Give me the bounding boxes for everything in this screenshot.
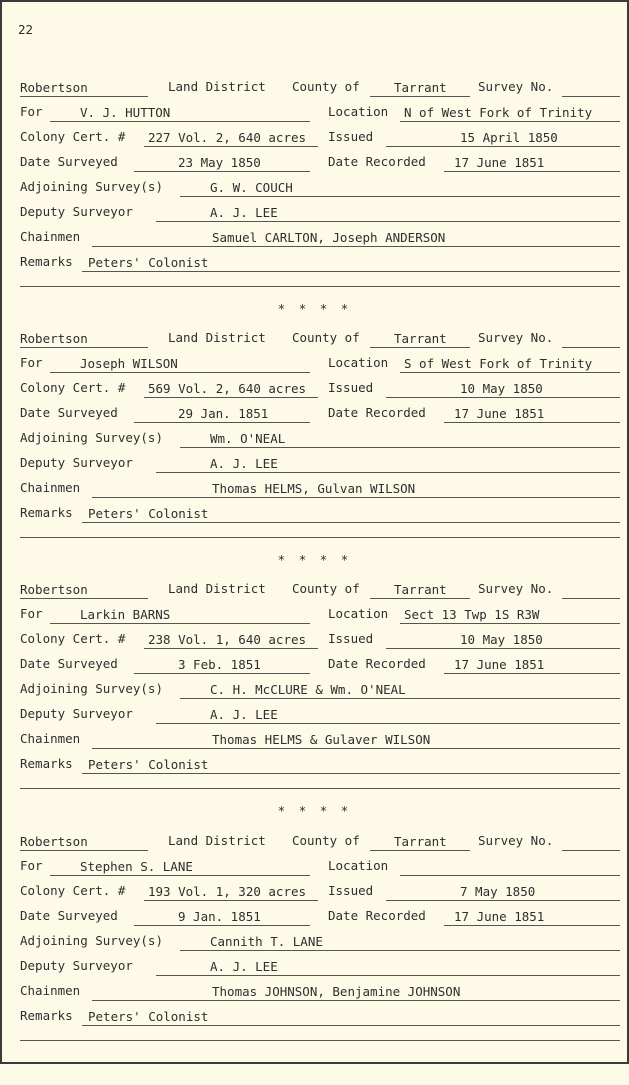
issued-value: 15 April 1850 <box>460 130 558 145</box>
adjoining-row <box>20 933 620 953</box>
deputy-row <box>20 204 620 224</box>
issued-label: Issued <box>328 380 374 395</box>
adjoining-label: Adjoining Survey(s) <box>20 430 163 445</box>
chainmen-label: Chainmen <box>20 229 81 244</box>
issued-value: 10 May 1850 <box>460 381 543 396</box>
issued-value: 7 May 1850 <box>460 884 536 899</box>
adjoining-row <box>20 179 620 199</box>
deputy-row <box>20 958 620 978</box>
remarks-value: Peters' Colonist <box>88 255 209 270</box>
location-label: Location <box>328 104 389 119</box>
cert-value: 227 Vol. 2, 640 acres <box>148 130 307 145</box>
record-separator: * * * * <box>277 803 352 818</box>
cert-value: 569 Vol. 2, 640 acres <box>148 381 307 396</box>
district-row <box>20 330 620 350</box>
adjoining-label: Adjoining Survey(s) <box>20 179 163 194</box>
adjoining-value: Wm. O'NEAL <box>210 431 286 446</box>
for-row <box>20 355 620 375</box>
survey-record <box>2 79 627 331</box>
date-recorded-label: Date Recorded <box>328 154 426 169</box>
remarks-value: Peters' Colonist <box>88 1009 209 1024</box>
adjoining-row <box>20 430 620 450</box>
recorded-value: 17 June 1851 <box>454 657 545 672</box>
location-value: Sect 13 Twp 1S R3W <box>404 607 540 622</box>
record-separator: * * * * <box>277 552 352 567</box>
recorded-value: 17 June 1851 <box>454 406 545 421</box>
county-label: County of <box>292 79 360 94</box>
chainmen-value: Thomas JOHNSON, Benjamine JOHNSON <box>212 984 461 999</box>
dates-row <box>20 908 620 928</box>
remarks-value: Peters' Colonist <box>88 506 209 521</box>
for-label: For <box>20 355 43 370</box>
land-district-label: Land District <box>168 79 266 94</box>
district-row <box>20 833 620 853</box>
chainmen-label: Chainmen <box>20 731 81 746</box>
cert-row <box>20 129 620 149</box>
survey-no-label: Survey No. <box>478 79 554 94</box>
blank-rule <box>20 286 620 287</box>
for-label: For <box>20 858 43 873</box>
for-row <box>20 858 620 878</box>
chainmen-row <box>20 229 620 249</box>
remarks-row <box>20 254 620 274</box>
survey-record <box>2 330 627 582</box>
for-label: For <box>20 606 43 621</box>
date-surveyed-label: Date Surveyed <box>20 154 118 169</box>
blank-rule <box>20 1040 620 1041</box>
district-row <box>20 581 620 601</box>
chainmen-row <box>20 480 620 500</box>
issued-label: Issued <box>328 883 374 898</box>
blank-rule <box>20 788 620 789</box>
recorded-value: 17 June 1851 <box>454 155 545 170</box>
colony-cert-label: Colony Cert. # <box>20 631 126 646</box>
adjoining-row <box>20 681 620 701</box>
deputy-row <box>20 706 620 726</box>
date-recorded-label: Date Recorded <box>328 405 426 420</box>
adjoining-label: Adjoining Survey(s) <box>20 681 163 696</box>
for-value: Stephen S. LANE <box>80 859 193 874</box>
remarks-row <box>20 1008 620 1028</box>
for-label: For <box>20 104 43 119</box>
cert-row <box>20 631 620 651</box>
location-label: Location <box>328 355 389 370</box>
deputy-label: Deputy Surveyor <box>20 204 133 219</box>
county-label: County of <box>292 833 360 848</box>
chainmen-label: Chainmen <box>20 983 81 998</box>
date-surveyed-label: Date Surveyed <box>20 656 118 671</box>
location-value: S of West Fork of Trinity <box>404 356 593 371</box>
blank-rule <box>20 537 620 538</box>
deputy-row <box>20 455 620 475</box>
deputy-value: A. J. LEE <box>210 456 278 471</box>
for-value: Joseph WILSON <box>80 356 178 371</box>
chainmen-row <box>20 731 620 751</box>
remarks-label: Remarks <box>20 254 73 269</box>
county-label: County of <box>292 581 360 596</box>
deputy-value: A. J. LEE <box>210 959 278 974</box>
county-value: Tarrant <box>394 331 447 346</box>
record-separator: * * * * <box>277 301 352 316</box>
location-value: N of West Fork of Trinity <box>404 105 593 120</box>
land-district-label: Land District <box>168 581 266 596</box>
location-label: Location <box>328 606 389 621</box>
survey-record <box>2 581 627 833</box>
adjoining-value: C. H. McCLURE & Wm. O'NEAL <box>210 682 406 697</box>
deputy-label: Deputy Surveyor <box>20 958 133 973</box>
county-value: Tarrant <box>394 834 447 849</box>
district-row <box>20 79 620 99</box>
dates-row <box>20 656 620 676</box>
chainmen-value: Samuel CARLTON, Joseph ANDERSON <box>212 230 446 245</box>
surveyed-value: 29 Jan. 1851 <box>178 406 269 421</box>
remarks-label: Remarks <box>20 756 73 771</box>
deputy-value: A. J. LEE <box>210 707 278 722</box>
county-value: Tarrant <box>394 582 447 597</box>
remarks-label: Remarks <box>20 505 73 520</box>
date-recorded-label: Date Recorded <box>328 656 426 671</box>
recorded-value: 17 June 1851 <box>454 909 545 924</box>
chainmen-label: Chainmen <box>20 480 81 495</box>
colony-cert-label: Colony Cert. # <box>20 883 126 898</box>
surveyed-value: 23 May 1850 <box>178 155 261 170</box>
for-value: Larkin BARNS <box>80 607 171 622</box>
district-value: Robertson <box>20 582 88 597</box>
chainmen-row <box>20 983 620 1003</box>
colony-cert-label: Colony Cert. # <box>20 380 126 395</box>
cert-value: 193 Vol. 1, 320 acres <box>148 884 307 899</box>
dates-row <box>20 405 620 425</box>
land-district-label: Land District <box>168 833 266 848</box>
for-row <box>20 606 620 626</box>
county-label: County of <box>292 330 360 345</box>
remarks-label: Remarks <box>20 1008 73 1023</box>
date-surveyed-label: Date Surveyed <box>20 405 118 420</box>
page-number: 22 <box>18 22 34 37</box>
colony-cert-label: Colony Cert. # <box>20 129 126 144</box>
issued-label: Issued <box>328 631 374 646</box>
deputy-label: Deputy Surveyor <box>20 455 133 470</box>
remarks-row <box>20 756 620 776</box>
date-recorded-label: Date Recorded <box>328 908 426 923</box>
district-value: Robertson <box>20 834 88 849</box>
issued-label: Issued <box>328 129 374 144</box>
for-value: V. J. HUTTON <box>80 105 171 120</box>
surveyed-value: 3 Feb. 1851 <box>178 657 261 672</box>
dates-row <box>20 154 620 174</box>
chainmen-value: Thomas HELMS, Gulvan WILSON <box>212 481 416 496</box>
survey-no-label: Survey No. <box>478 833 554 848</box>
for-row <box>20 104 620 124</box>
cert-row <box>20 380 620 400</box>
deputy-value: A. J. LEE <box>210 205 278 220</box>
date-surveyed-label: Date Surveyed <box>20 908 118 923</box>
deputy-label: Deputy Surveyor <box>20 706 133 721</box>
adjoining-label: Adjoining Survey(s) <box>20 933 163 948</box>
cert-row <box>20 883 620 903</box>
survey-no-label: Survey No. <box>478 330 554 345</box>
cert-value: 238 Vol. 1, 640 acres <box>148 632 307 647</box>
survey-record <box>2 833 627 1085</box>
land-district-label: Land District <box>168 330 266 345</box>
issued-value: 10 May 1850 <box>460 632 543 647</box>
remarks-value: Peters' Colonist <box>88 757 209 772</box>
remarks-row <box>20 505 620 525</box>
location-label: Location <box>328 858 389 873</box>
county-value: Tarrant <box>394 80 447 95</box>
survey-no-label: Survey No. <box>478 581 554 596</box>
adjoining-value: Cannith T. LANE <box>210 934 323 949</box>
district-value: Robertson <box>20 80 88 95</box>
adjoining-value: G. W. COUCH <box>210 180 293 195</box>
district-value: Robertson <box>20 331 88 346</box>
surveyed-value: 9 Jan. 1851 <box>178 909 261 924</box>
chainmen-value: Thomas HELMS & Gulaver WILSON <box>212 732 431 747</box>
